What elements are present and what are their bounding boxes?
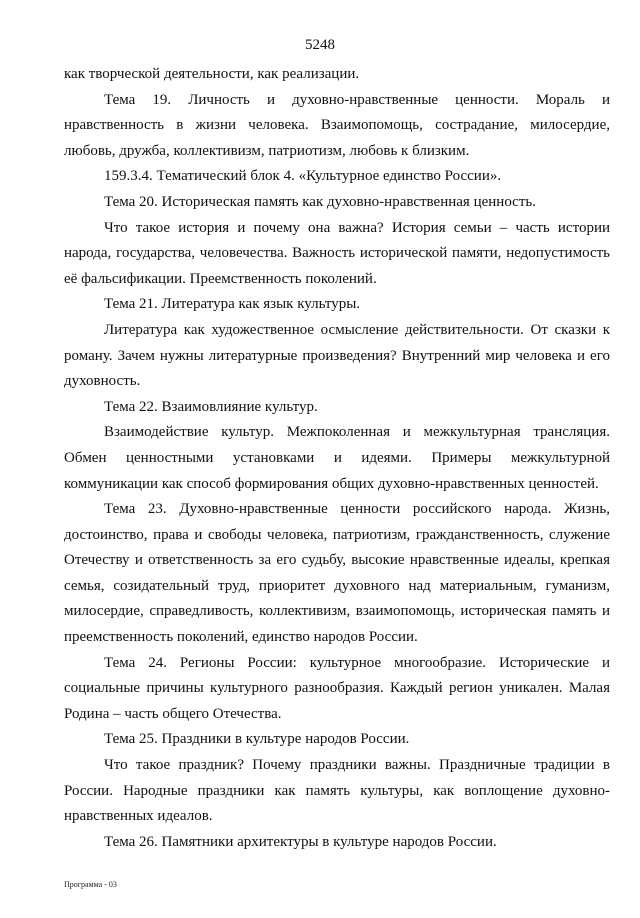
topic-19-paragraph: Тема 19. Личность и духовно-нравственные ценности. Мораль и нравственность в жизни человека. Взаимопомощь, сострадание, милосердие, любовь, дружба, коллективизм, патриотизм, любовь к близким.: [64, 91, 610, 159]
topic-20-heading: Тема 20. Историческая память как духовно-нравственная ценность.: [104, 193, 536, 210]
topic-21-heading: Тема 21. Литература как язык культуры.: [104, 296, 361, 313]
topic-22-heading: Тема 22. Взаимовлияние культур.: [104, 398, 318, 415]
topic-22-body: Взаимодействие культур. Межпоколенная и межкультурная трансляция. Обмен ценностными установками и идеями. Примеры межкультурной коммуникации как способ формирования общих духовно-нравственных ценностей.: [64, 424, 610, 492]
paragraph-continuation: как творческой деятельности, как реализации.: [64, 66, 360, 82]
topic-26-heading: Тема 26. Памятники архитектуры в культуре народов России.: [104, 833, 497, 850]
topic-21-body: Литература как художественное осмысление действительности. От сказки к роману. Зачем нужны литературные произведения? Внутренний мир человека и его духовность.: [64, 321, 610, 390]
page-number: 5248: [305, 37, 335, 53]
topic-23-paragraph: Тема 23. Духовно-нравственные ценности российского народа. Жизнь, достоинство, права и свободы человека, патриотизм, гражданственность, служение Отечеству и ответственность за его судьбу, высокие нравственные идеалы, крепкая семья, созидательный труд, приоритет духовного над материальным, гуманизм, милосердие, справедливость, коллективизм, взаимопомощь, историческая память и преемственность поколений, единство народов России.: [64, 501, 610, 646]
topic-25-heading: Тема 25. Праздники в культуре народов России.: [104, 731, 410, 748]
footer-label: Программа - 03: [64, 880, 117, 889]
document-body: [64, 62, 610, 855]
topic-24-paragraph: Тема 24. Регионы России: культурное многообразие. Исторические и социальные причины культурного разнообразия. Каждый регион уникален. Малая Родина – часть общего Отечества.: [64, 654, 610, 722]
topic-20-body: Что такое история и почему она важна? История семьи – часть истории народа, государства, человечества. Важность исторической памяти, недопустимость её фальсификации. Преемственность поколений.: [64, 219, 610, 287]
block-4-heading: 159.3.4. Тематический блок 4. «Культурное единство России».: [104, 168, 502, 185]
topic-25-body: Что такое праздник? Почему праздники важны. Праздничные традиции в России. Народные праздники как память культуры, как воплощение духовно-нравственных идеалов.: [64, 757, 610, 825]
